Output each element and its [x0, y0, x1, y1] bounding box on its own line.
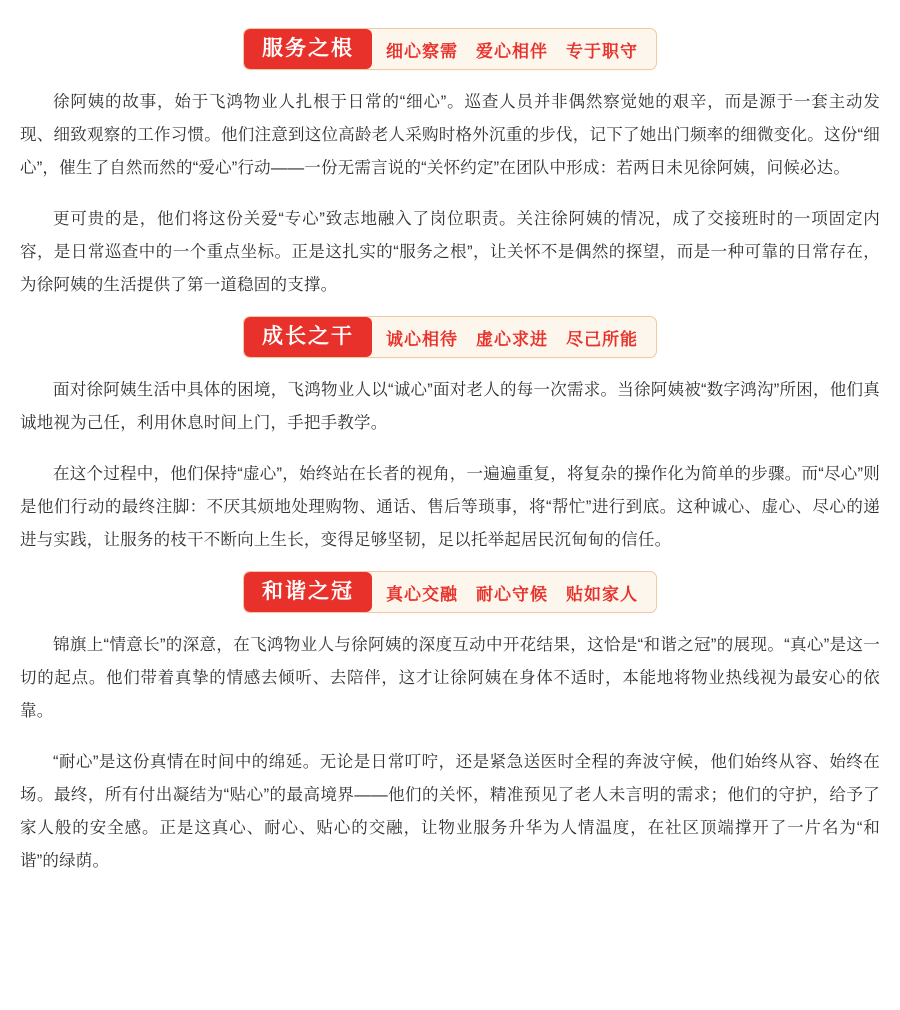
section-keyword: 专于职守	[566, 41, 638, 61]
section-keyword: 爱心相伴	[476, 41, 548, 61]
section-header	[20, 571, 880, 613]
paragraph: 更可贵的是，他们将这份关爱“专心”致志地融入了岗位职责。关注徐阿姨的情况，成了交接班时的一项固定内容，是日常巡查中的一个重点坐标。正是这扎实的“服务之根”，让关怀不是偶然的探望，而是一种可靠的日常存在，为徐阿姨的生活提供了第一道稳固的支撑。	[20, 210, 880, 295]
section-和谐之冠	[20, 571, 880, 878]
section-成长之干	[20, 316, 880, 557]
section-keyword: 诚心相待	[386, 329, 458, 349]
section-keyword: 尽己所能	[566, 329, 638, 349]
section-keyword: 耐心守候	[476, 584, 548, 604]
section-服务之根	[20, 28, 880, 302]
section-keyword: 真心交融	[386, 584, 458, 604]
section-header-panel	[243, 571, 657, 613]
section-keyword: 贴如家人	[566, 584, 638, 604]
section-header	[20, 28, 880, 70]
section-header-panel	[243, 28, 657, 70]
section-keyword: 细心察需	[386, 41, 458, 61]
section-keywords	[372, 29, 656, 69]
section-badge: 成长之干	[244, 317, 372, 357]
section-keywords	[372, 572, 656, 612]
section-header	[20, 316, 880, 358]
section-badge: 服务之根	[244, 29, 372, 69]
paragraph: 在这个过程中，他们保持“虚心”，始终站在长者的视角，一遍遍重复，将复杂的操作化为简单的步骤。而“尽心”则是他们行动的最终注脚：不厌其烦地处理购物、通话、售后等琐事，将“帮忙”进行到底。这种诚心、虚心、尽心的递进与实践，让服务的枝干不断向上生长，变得足够坚韧，足以托举起居民沉甸甸的信任。	[20, 465, 880, 550]
paragraph: 锦旗上“情意长”的深意，在飞鸿物业人与徐阿姨的深度互动中开花结果，这恰是“和谐之冠”的展现。“真心”是这一切的起点。他们带着真挚的情感去倾听、去陪伴，这才让徐阿姨在身体不适时，本能地将物业热线视为最安心的依靠。	[20, 636, 880, 721]
section-header-panel	[243, 316, 657, 358]
paragraph: 徐阿姨的故事，始于飞鸿物业人扎根于日常的“细心”。巡查人员并非偶然察觉她的艰辛，而是源于一套主动发现、细致观察的工作习惯。他们注意到这位高龄老人采购时格外沉重的步伐，记下了她出门频率的细微变化。这份“细心”，催生了自然而然的“爱心”行动——一份无需言说的“关怀约定”在团队中形成：若两日未见徐阿姨，问候必达。	[20, 93, 880, 178]
section-badge: 和谐之冠	[244, 572, 372, 612]
section-keywords	[372, 317, 656, 357]
paragraph: “耐心”是这份真情在时间中的绵延。无论是日常叮咛，还是紧急送医时全程的奔波守候，他们始终从容、始终在场。最终，所有付出凝结为“贴心”的最高境界——他们的关怀，精准预见了老人未言明的需求；他们的守护，给予了家人般的安全感。正是这真心、耐心、贴心的交融，让物业服务升华为人情温度，在社区顶端撑开了一片名为“和谐”的绿荫。	[20, 753, 880, 871]
section-keyword: 虚心求进	[476, 329, 548, 349]
paragraph: 面对徐阿姨生活中具体的困境，飞鸿物业人以“诚心”面对老人的每一次需求。当徐阿姨被“数字鸿沟”所困，他们真诚地视为己任，利用休息时间上门，手把手教学。	[20, 381, 880, 433]
